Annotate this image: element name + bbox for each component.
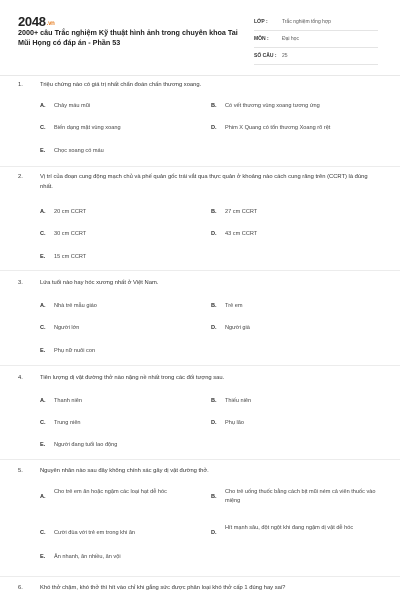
question-number: 1.: [18, 82, 23, 88]
meta-key: MÔN :: [254, 36, 269, 42]
option-text: Nhà trẻ mẫu giáo: [54, 303, 97, 309]
question-number: 6.: [18, 585, 23, 591]
question-divider: [0, 459, 400, 460]
meta-value: Trắc nghiệm tổng hợp: [282, 19, 331, 25]
document-header: [0, 0, 400, 70]
option-text: Phụ nữ nuôi con: [54, 348, 96, 354]
option-text: Phim X Quang có tổn thương Xoang rõ rệt: [225, 125, 331, 131]
header-divider: [0, 75, 400, 76]
option-text: Người lớn: [54, 325, 80, 331]
option-text: Trung niên: [54, 420, 81, 426]
question-text: Nguyên nhân nào sau đây không chính xác gây dị vật đường thở.: [40, 468, 209, 474]
option-letter: E.: [40, 254, 46, 260]
question-divider: [0, 576, 400, 577]
option-letter: D.: [211, 420, 217, 426]
option-text: Cho trẻ em ăn hoặc ngậm các loại hạt dễ hóc: [54, 489, 167, 495]
option-letter: C.: [40, 420, 46, 426]
question-text: Tiên lượng dị vật đường thở nào nặng nề nhất trong các đối tượng sau.: [40, 375, 225, 381]
option-letter: B.: [211, 398, 217, 404]
option-letter: D.: [211, 125, 217, 131]
option-text: Chảy máu mũi: [54, 103, 91, 109]
option-letter: C.: [40, 325, 46, 331]
meta-key: LỚP :: [254, 19, 268, 25]
question-number: 4.: [18, 375, 23, 381]
option-text: Trẻ em: [225, 303, 243, 309]
option-letter: A.: [40, 303, 46, 309]
option-text: Biến dạng mặt vùng xoang: [54, 125, 121, 131]
option-letter: E.: [40, 348, 46, 354]
option-text: Thiếu niên: [225, 398, 252, 404]
option-letter: A.: [40, 103, 46, 109]
question-divider: [0, 270, 400, 271]
option-text: 27 cm CCRT: [225, 209, 258, 215]
question-number: 2.: [18, 174, 23, 180]
meta-row-class: [254, 14, 378, 31]
option-text: Có vết thương vùng xoang tương ứng: [225, 103, 320, 109]
option-text: Cho trẻ uống thuốc bằng cách bịt mũi ném cả viên thuốc vào miệng: [225, 489, 376, 504]
option-text: 15 cm CCRT: [54, 254, 87, 260]
logo-suffix: .vn: [46, 21, 55, 27]
option-letter: B.: [211, 103, 217, 109]
option-text: Phụ lão: [225, 420, 244, 426]
option-text: Cười đùa với trẻ em trong khi ăn: [54, 530, 136, 536]
option-text: Người đang tuổi lao động: [54, 442, 118, 448]
meta-box: [254, 14, 378, 65]
meta-row-subject: [254, 31, 378, 48]
option-letter: E.: [40, 442, 46, 448]
option-text: 30 cm CCRT: [54, 231, 87, 237]
meta-value: Đại học: [282, 36, 299, 42]
question-divider: [0, 365, 400, 366]
option-letter: B.: [211, 209, 217, 215]
question-number: 5.: [18, 468, 23, 474]
logo-text: 2048: [18, 14, 46, 29]
question-text: Triệu chứng nào có giá trị nhất chẩn đoán chấn thương xoang.: [40, 82, 202, 88]
option-text: 20 cm CCRT: [54, 209, 87, 215]
question-text: Lứa tuổi nào hay hóc xương nhất ở Việt Nam.: [40, 280, 159, 286]
option-letter: A.: [40, 398, 46, 404]
option-letter: E.: [40, 554, 46, 560]
option-text: Ăn nhanh, ăn nhiều, ăn vội: [54, 554, 121, 560]
option-text: Thanh niên: [54, 398, 82, 404]
question-divider: [0, 166, 400, 167]
question-text: Khó thở chậm, khó thở thì hít vào chỉ khi gắng sức được phân loại khó thở cấp 1 đúng hay sai?: [40, 585, 286, 591]
site-logo[interactable]: [18, 14, 55, 29]
option-text: 43 cm CCRT: [225, 231, 258, 237]
option-text: Chọc xoang có máu: [54, 148, 104, 154]
meta-row-count: [254, 48, 378, 65]
option-letter: B.: [211, 303, 217, 309]
option-text: Người già: [225, 325, 250, 331]
option-letter: C.: [40, 530, 46, 536]
option-letter: C.: [40, 125, 46, 131]
meta-key: SỐ CÂU :: [254, 53, 277, 59]
option-letter: D.: [211, 231, 217, 237]
question-number: 3.: [18, 280, 23, 286]
option-letter: C.: [40, 231, 46, 237]
option-text: Hít mạnh sâu, đột ngột khi đang ngậm dị vật dễ hóc: [225, 525, 354, 531]
document-title: 2000+ câu Trắc nghiệm Kỹ thuật hình ảnh trong chuyên khoa Tai Mũi Họng có đáp án - Phần 53: [18, 28, 238, 47]
option-letter: D.: [211, 530, 217, 536]
option-letter: A.: [40, 494, 46, 500]
option-letter: A.: [40, 209, 46, 215]
option-letter: B.: [211, 494, 217, 500]
option-letter: D.: [211, 325, 217, 331]
option-letter: E.: [40, 148, 46, 154]
question-text: Vị trí của đoạn cung động mạch chủ và phế quản gốc trái vắt qua thực quản ở khoảng nào cách cung răng trên (CCRT) là đúng nhất.: [40, 174, 368, 190]
meta-value: 25: [282, 53, 288, 59]
